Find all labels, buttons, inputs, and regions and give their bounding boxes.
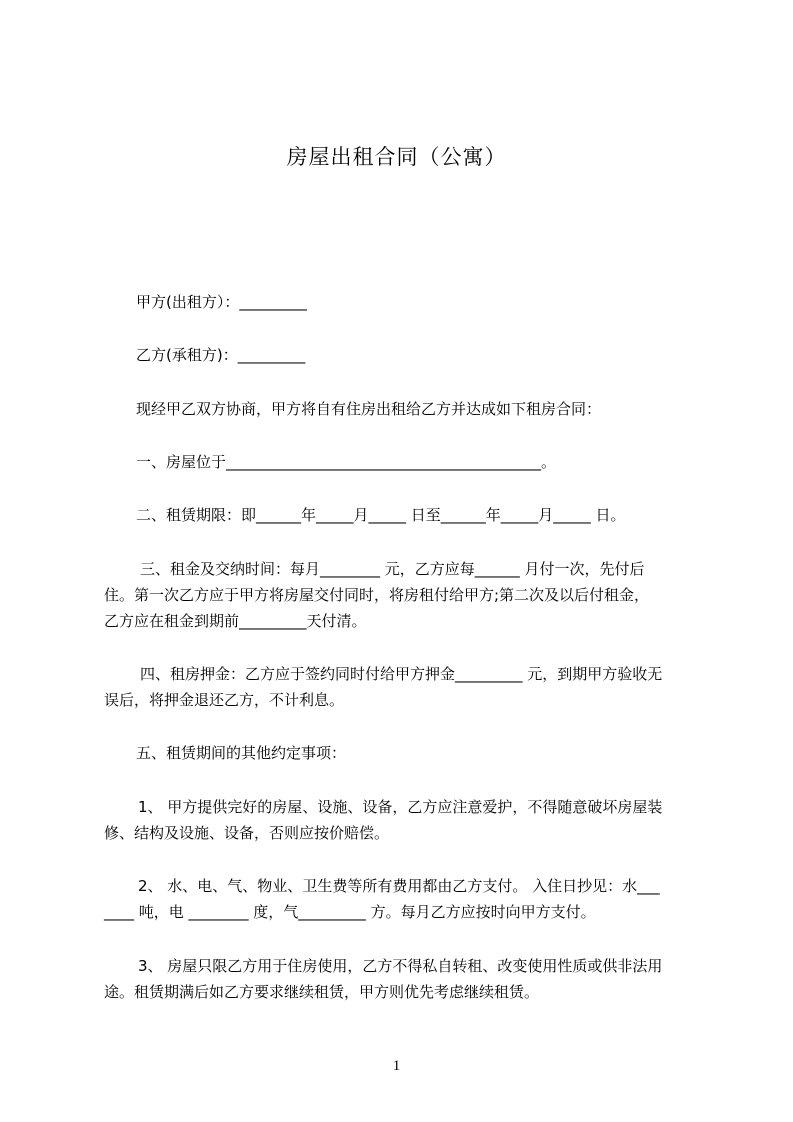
- clause-deposit-line-1: 四、租房押金：乙方应于签约同时付给甲方押金_________ 元，到期甲方验收无: [140, 665, 663, 683]
- item-1-line-2: 修、结构及设施、设备，否则应按价赔偿。: [104, 824, 390, 842]
- item-3-line-2: 途。租赁期满后如乙方要求继续租赁，甲方则优先考虑继续租赁。: [104, 983, 540, 1001]
- item-3-line-1: 3、 房屋只限乙方用于住房使用，乙方不得私自转租、改变使用性质或供非法用: [138, 957, 663, 975]
- clause-location: 一、房屋位于__________________________________________。: [136, 453, 557, 471]
- document-title: 房屋出租合同（公寓）: [286, 145, 507, 169]
- clause-rent-line-2: 住。第一次乙方应于甲方将房屋交付同时，将房租付给甲方;第二次及以后付租金，: [104, 586, 650, 604]
- clause-rent-line-1: 三、租金及交纳时间：每月________ 元，乙方应每______ 月付一次，先付后: [140, 560, 645, 578]
- clause-rent-line-3: 乙方应在租金到期前_________天付清。: [104, 612, 367, 630]
- item-2-line-2: ____ 吨，电 ________ 度，气_________ 方。每月乙方应按时向甲方支付。: [104, 903, 596, 921]
- party-a-line: 甲方(出租方）：_________: [136, 293, 307, 311]
- party-b-line: 乙方(承租方)：_________: [136, 346, 306, 364]
- clause-other-terms: 五、租赁期间的其他约定事项：: [136, 744, 347, 762]
- item-1-line-1: 1、 甲方提供完好的房屋、设施、设备，乙方应注意爱护，不得随意破坏房屋装: [138, 798, 663, 816]
- page-number: 1: [392, 1058, 401, 1074]
- clause-lease-term: 二、租赁期限：即______年_____月_____ 日至______年_____月_____ 日。: [136, 506, 626, 524]
- clause-deposit-line-2: 误后，将押金退还乙方，不计利息。: [104, 691, 345, 709]
- intro-paragraph: 现经甲乙双方协商，甲方将自有住房出租给乙方并达成如下租房合同：: [136, 400, 602, 418]
- item-2-line-1: 2、 水、电、气、物业、卫生费等所有费用都由乙方支付。 入住日抄见：水___: [138, 877, 660, 895]
